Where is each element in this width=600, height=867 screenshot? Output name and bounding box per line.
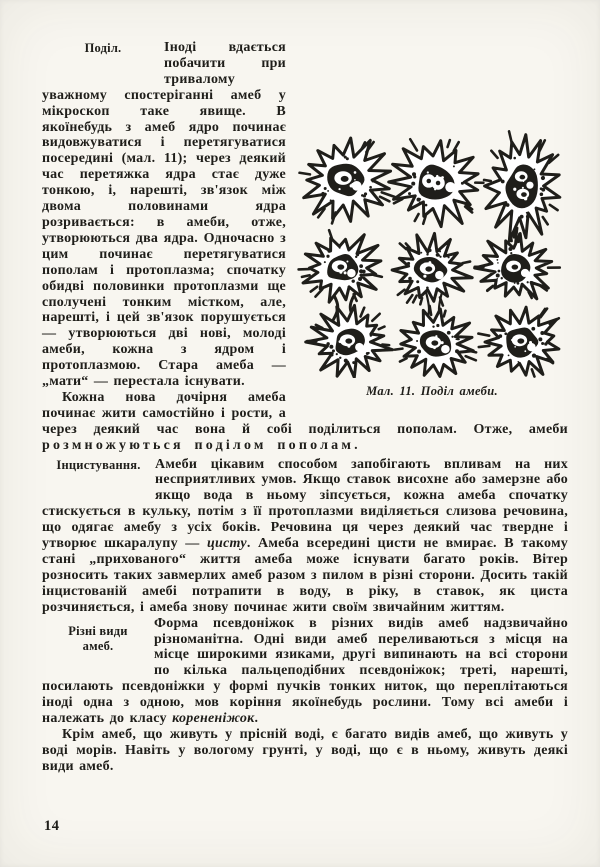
margin-label-rizni bbox=[42, 616, 154, 672]
margin-label-text: Поділ. bbox=[84, 41, 122, 55]
paragraph-text: Кожна нова дочірня амеба починає жити самостійно і рости, а через деякий час вона й собі поділиться пополам. Отже, амеби розмножуються поділом пополам. bbox=[42, 389, 568, 453]
section-podil bbox=[42, 40, 568, 454]
section-mori bbox=[42, 727, 568, 775]
margin-label-text: Інцистування. bbox=[56, 457, 141, 472]
text-block bbox=[42, 40, 568, 775]
figure-amoeba-division bbox=[296, 118, 568, 400]
paragraph-text: Іноді вдається побачити при тривалому уважному спостеріганні амеб у мікроскоп таке явище. В якоїнебудь з амеб ядро починає видовжуватися і перетягуватися посередині (мал. 11); через деякий час перетяжка ядра стає дуже тонкою, і, нарешті, зв'язок між двома половинами ядра розривається: в амеби, отже, утворюються два ядра. Одночасно з цим починає перетягуватися пополам і протоплазма; спочатку обидві половинки протоплазми ще сполучені тонким містком, але, нарешті, і цей зв'язок порушується — утворюються дві нові, молоді амеби, кожна з ядром і протоплазмою. Стара амеба — „мати“ — перестала існувати. bbox=[42, 40, 286, 390]
paragraph bbox=[42, 457, 568, 616]
section-rizni bbox=[42, 616, 568, 727]
margin-label-text: Різні види амеб. bbox=[68, 623, 128, 653]
margin-label-podil bbox=[42, 40, 164, 73]
paragraph bbox=[42, 727, 568, 775]
paragraph-text: Форма псевдоніжок в різних видів амеб надзвичайно різноманітна. Одні види амеб переливаються з місця на місце широкими язиками, другі випинають на всі сторони по кілька пальцеподібних псевдоніжок; треті, нарешті, посилають псевдоніжки у формі пучків тонких ниток, що переплітаються іноді одна з одною, мов коріння якоїнебудь рослини. Тому всі амеби і належать до класу корененіжок. bbox=[42, 615, 568, 727]
paragraph bbox=[42, 40, 568, 398]
paragraph-text: Амеби цікавим способом запобігають впливам на них несприятливих умов. Якщо ставок висохне або замерзне або якщо вода в ньому зіпсується, кожна амеба спочатку стискується в кульку, потім з її протоплазми виділяється слизова речовина, що одягає амебу з усіх боків. Речовина ця через деякий час твердне і утворює шкаралупу — цисту. Амеба всередині цисти не вмирає. В такому стані „прихованого“ життя амеба може існувати багато років. Вітер розносить таких завмерлих амеб разом з пилом в різні сторони. Досить такій інцистованій амебі потрапити в воду, в ріку, в ставок, як циста розчиняється, і амеба знову починає жити своїм звичайним життям. bbox=[42, 456, 568, 615]
paragraph bbox=[42, 616, 568, 727]
amoeba-illustration bbox=[296, 118, 568, 378]
section-incyst bbox=[42, 454, 568, 616]
margin-label-incyst bbox=[42, 457, 155, 490]
figure-caption: Мал. 11. Поділ амеби. bbox=[366, 384, 498, 398]
paragraph-text: Крім амеб, що живуть у прісній воді, є багато видів амеб, що живуть у воді морів. Навіть у вологому грунті, у воді, що є в ньому, живуть деякі види амеб. bbox=[42, 726, 568, 774]
page-number: 14 bbox=[44, 818, 60, 834]
